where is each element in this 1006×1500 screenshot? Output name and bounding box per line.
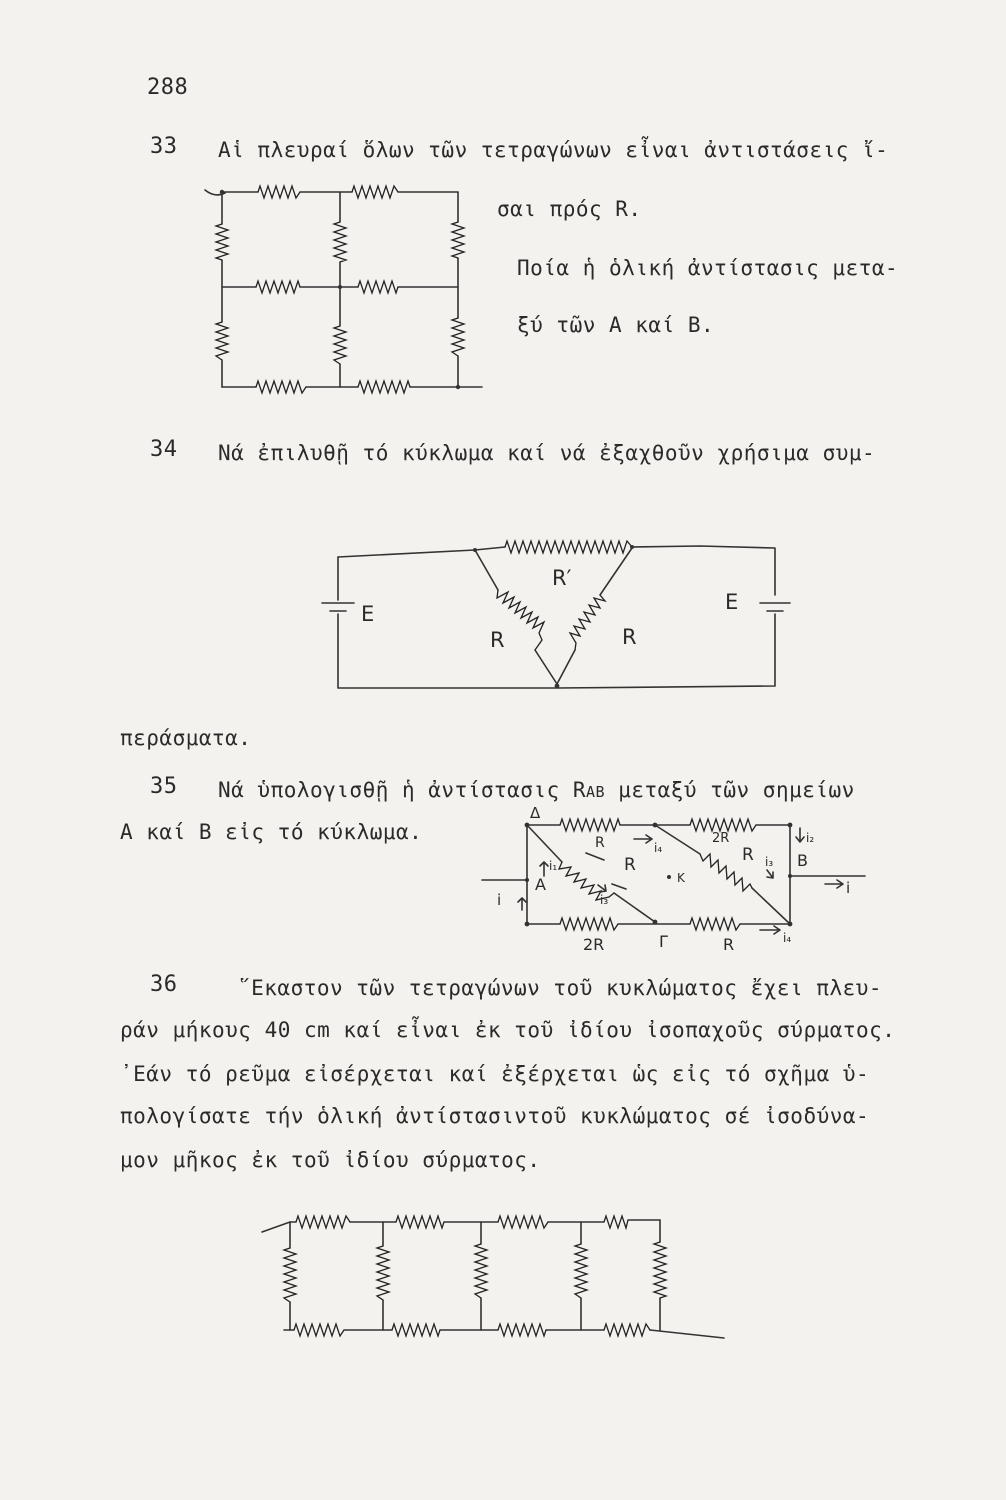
problem-33-number: 33 xyxy=(150,134,178,159)
problem-36-line-3: ᾽Εάν τό ρεῦμα εἰσέρχεται καί ἐξέρχεται ὡς εἰς τό σχῆμα ὑ- xyxy=(120,1062,870,1086)
figure-34-label-r-left: R xyxy=(490,628,505,652)
problem-36-number: 36 xyxy=(150,972,178,997)
figure-35-label-2r-bottom: 2R xyxy=(583,935,605,954)
figure-35-label-gamma: Γ xyxy=(659,932,668,951)
problem-35-number: 35 xyxy=(150,774,178,799)
problem-33-line-2: σαι πρός R. xyxy=(497,197,642,221)
problem-36-line-4: πολογίσατε τήν ὁλική ἀντίστασιντοῦ κυκλώματος σέ ἰσοδύνα- xyxy=(120,1104,870,1128)
problem-36-line-1: ῞Εκαστον τῶν τετραγώνων τοῦ κυκλώματος ἔχει πλευ- xyxy=(238,976,883,1000)
problem-34-line-2: περάσματα. xyxy=(120,726,252,750)
figure-34-label-e-right: E xyxy=(725,590,739,614)
figure-35-label-i4-bottom: i₄ xyxy=(783,931,792,945)
figure-35-label-i-in: i xyxy=(497,891,502,909)
problem-33-line-1: Αἱ πλευραί ὅλων τῶν τετραγώνων εἶναι ἀντιστάσεις ἴ- xyxy=(218,138,889,162)
figure-35-label-k: K xyxy=(677,871,685,885)
figure-35-label-i2: i₂ xyxy=(806,831,815,845)
problem-35-line-2: A καί B εἰς τό κύκλωμα. xyxy=(120,820,423,844)
figure-35-label-r-top: R xyxy=(595,835,605,851)
problem-33-line-3: Ποία ἡ ὁλική ἀντίστασις μετα- xyxy=(517,256,899,280)
problem-34-line-1: Νά ἐπιλυθῇ τό κύκλωμα καί νά ἐξαχθοῦν χρήσιμα συμ- xyxy=(218,441,876,465)
problem-36-line-5: μον μῆκος ἐκ τοῦ ἰδίου σύρματος. xyxy=(120,1148,541,1172)
figure-34-label-e-left: E xyxy=(361,602,375,626)
figure-36-resistors xyxy=(284,1216,666,1336)
figure-34-label-r-right: R xyxy=(622,625,637,649)
problem-35-subscript-ab: AB xyxy=(586,783,606,801)
figure-34-label-r-prime: R′ xyxy=(552,566,572,590)
problem-36-line-2: ράν μήκους 40 cm καί εἶναι ἐκ τοῦ ἰδίου ἰσοπαχοῦς σύρματος. xyxy=(120,1018,896,1042)
problem-35-line-1-start: Νά ὑπολογισθῇ ἡ ἀντίστασις R xyxy=(218,778,587,802)
page-number: 288 xyxy=(147,75,189,100)
problem-33-line-4: ξύ τῶν A καί B. xyxy=(517,313,715,337)
problem-35-line-1-end: μεταξύ τῶν σημείων xyxy=(605,778,855,802)
problem-34-number: 34 xyxy=(150,437,178,462)
figure-35-label-a: A xyxy=(535,875,546,894)
figure-35-label-i4-top: i₄ xyxy=(654,841,663,855)
figure-35-label-2r-top: 2R xyxy=(712,831,730,846)
figure-35-label-r-mid-right: R xyxy=(742,845,754,865)
figure-35-label-i-out: i xyxy=(846,879,851,897)
figure-35-label-i3-left: i₃ xyxy=(600,893,609,907)
figure-35-label-b: B xyxy=(797,851,808,870)
figure-35-label-i3-right: i₃ xyxy=(765,855,774,869)
figure-35-label-r-bottom: R xyxy=(723,935,735,954)
figure-36-wires xyxy=(262,1220,724,1338)
figure-35-label-i1: i₁ xyxy=(549,859,558,873)
figure-35-label-delta: Δ xyxy=(530,804,541,822)
figure-35-label-r-mid-left: R xyxy=(624,855,636,875)
